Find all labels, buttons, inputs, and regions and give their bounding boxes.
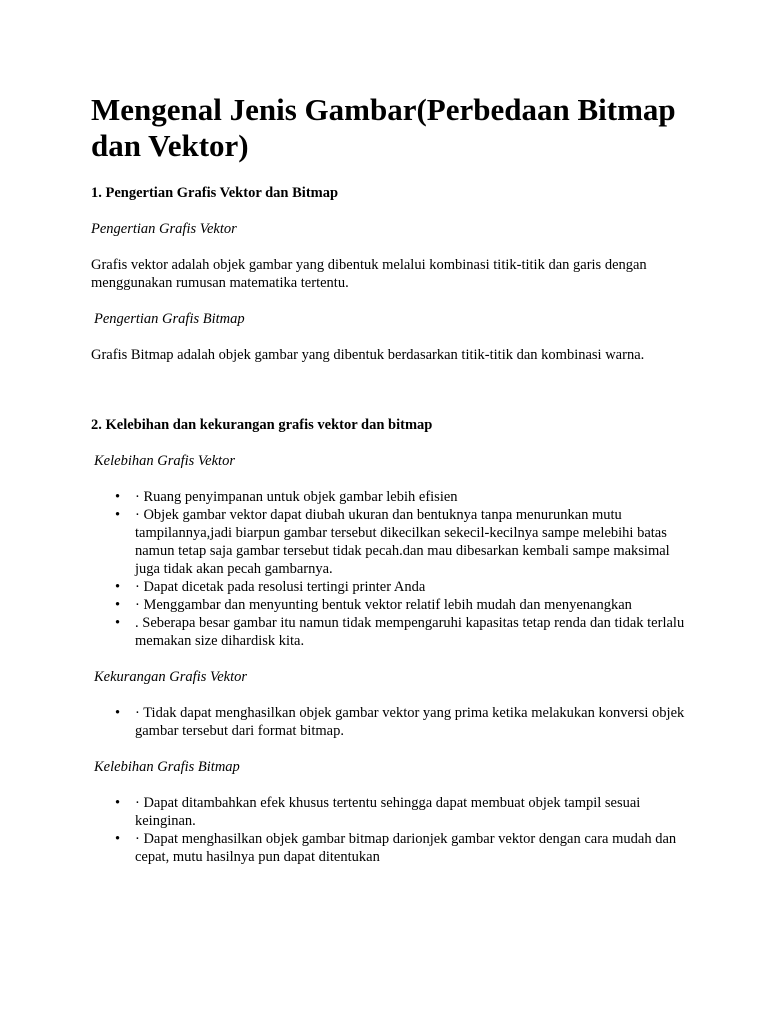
- kekurangan-vektor-subheading: Kekurangan Grafis Vektor: [94, 669, 248, 685]
- list-item: • · Dapat dicetak pada resolusi tertingi printer Anda: [115, 579, 426, 595]
- kelebihan-bitmap-list: [91, 794, 688, 866]
- bullet-icon: •: [115, 615, 121, 631]
- bullet-icon: •: [115, 579, 121, 595]
- bullet-icon: •: [115, 795, 121, 811]
- section2-heading: 2. Kelebihan dan kekurangan grafis vektor dan bitmap: [91, 417, 433, 433]
- bullet-icon: •: [115, 705, 121, 721]
- list-item: • · Objek gambar vektor dapat diubah ukuran dan bentuknya tanpa menurunkan mutu tampilannya,jadi biarpun gambar tersebut dikecilkan sekecil-kecilnya sampe melebihi batas namun tetap saja gambar tersebut tidak pecah.dan mau dibesarkan kembali sampe maksimal juga tidak akan pecah gambarnya.: [115, 507, 670, 577]
- page-title: Mengenal Jenis Gambar(Perbedaan Bitmap dan Vektor): [91, 92, 676, 163]
- bitmap-definition-text: Grafis Bitmap adalah objek gambar yang dibentuk berdasarkan titik-titik dan kombinasi warna.: [91, 347, 645, 363]
- vektor-definition-subheading: Pengertian Grafis Vektor: [91, 221, 237, 237]
- vektor-definition-text: Grafis vektor adalah objek gambar yang dibentuk melalui kombinasi titik-titik dan garis dengan menggunakan rumusan matematika tertentu.: [91, 257, 647, 291]
- section1-heading: 1. Pengertian Grafis Vektor dan Bitmap: [91, 185, 339, 201]
- list-item: • · Menggambar dan menyunting bentuk vektor relatif lebih mudah dan menyenangkan: [115, 597, 632, 613]
- bullet-icon: •: [115, 831, 121, 847]
- bitmap-definition-subheading: Pengertian Grafis Bitmap: [94, 311, 245, 327]
- list-item: • · Dapat menghasilkan objek gambar bitmap darionjek gambar vektor dengan cara mudah dan cepat, mutu hasilnya pun dapat ditentukan: [115, 831, 677, 865]
- bullet-icon: •: [115, 489, 121, 505]
- list-item: • · Tidak dapat menghasilkan objek gambar vektor yang prima ketika melakukan konversi objek gambar tersebut dari format bitmap.: [115, 705, 685, 739]
- kelebihan-vektor-subheading: Kelebihan Grafis Vektor: [94, 453, 235, 469]
- bullet-icon: •: [115, 597, 121, 613]
- list-item: • . Seberapa besar gambar itu namun tidak mempengaruhi kapasitas tetap renda dan tidak terlalu memakan size dihardisk kita.: [115, 615, 685, 649]
- kelebihan-bitmap-subheading: Kelebihan Grafis Bitmap: [94, 759, 240, 775]
- bullet-icon: •: [115, 507, 121, 523]
- list-item: • · Dapat ditambahkan efek khusus tertentu sehingga dapat membuat objek tampil sesuai keinginan.: [115, 795, 641, 829]
- list-item: • · Ruang penyimpanan untuk objek gambar lebih efisien: [115, 489, 458, 505]
- kekurangan-vektor-list: [91, 704, 688, 740]
- kelebihan-vektor-list: [91, 488, 688, 650]
